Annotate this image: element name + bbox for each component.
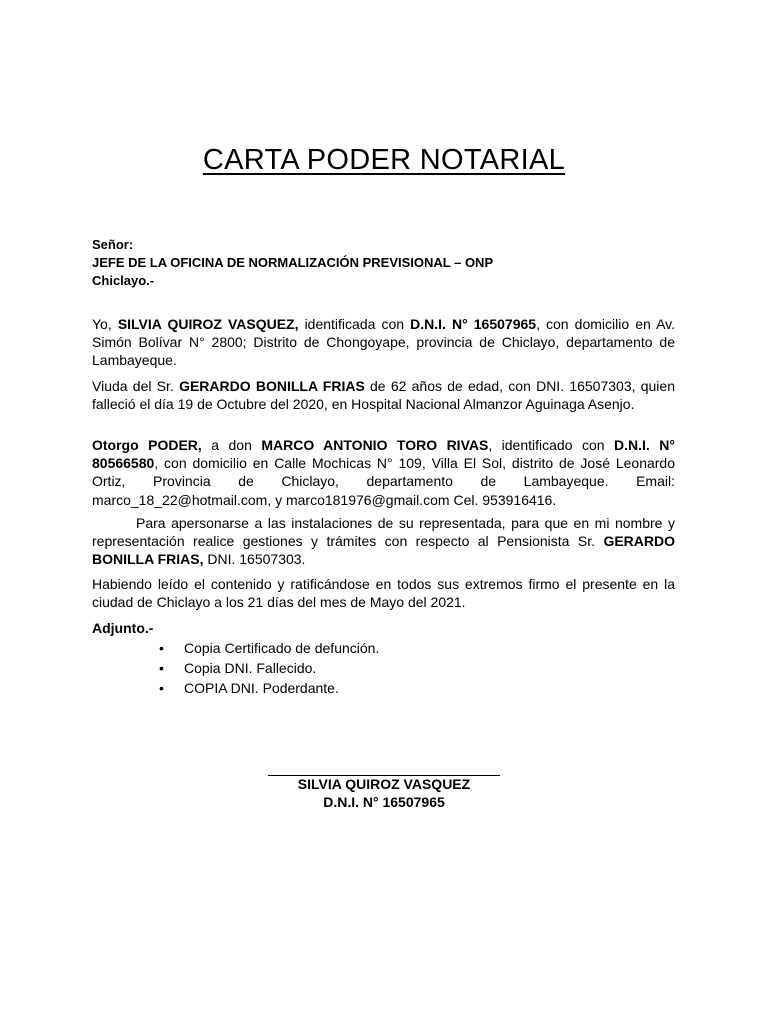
attachment-label: Copia Certificado de defunción. (184, 640, 380, 656)
paragraph-grantor (92, 315, 675, 370)
attachments-list (156, 638, 379, 698)
text-run: Viuda del Sr. (92, 378, 180, 394)
addressee-block (92, 236, 493, 290)
bullet-icon: • (159, 660, 164, 676)
text-run: Para apersonarse a las instalaciones de su representada, para que en mi nombre y representación realice gestiones y trámites con respecto al Pensionista Sr. (92, 515, 675, 550)
signatory-dni: D.N.I. N° 16507965 (323, 794, 445, 810)
recipient: JEFE DE LA OFICINA DE NORMALIZACIÓN PREVISIONAL – ONP (92, 255, 494, 270)
paragraph-closing (92, 575, 675, 611)
list-item (156, 658, 379, 678)
bullet-icon: • (159, 680, 164, 696)
text-run: DNI. 16507303. (203, 551, 306, 568)
list-item (156, 638, 379, 658)
text-run: , identificado con (488, 437, 614, 453)
text-run: a don (201, 437, 262, 453)
paragraph-purpose (92, 514, 675, 569)
text-run: identificada con (298, 316, 411, 332)
text-run: Yo, (92, 316, 118, 332)
text-run: , con domicilio en Av. Simón Bolívar N° 2800; Distrito de Chongoyape, provincia de Chiclayo, departamento de Lambayeque. (92, 316, 676, 369)
text-run: Habiendo leído el contenido y ratificándose en todos sus extremos firmo el presente en la ciudad de Chiclayo a los 21 días del mes de Mayo del 2021. (92, 576, 675, 611)
attachment-label: Copia DNI. Fallecido. (184, 660, 317, 676)
paragraph-deceased (92, 377, 675, 413)
deceased-name: GERARDO BONILLA FRIAS (179, 378, 365, 394)
text-run: de 62 años de edad, con DNI. 16507303, quien falleció el día 19 de Octubre del 2020, en Hospital Nacional Almanzor Aguinaga Asenjo. (92, 378, 675, 413)
recipient-city: Chiclayo.- (92, 273, 155, 288)
power-granted-phrase: Otorgo PODER, (92, 437, 202, 453)
signatory-name: SILVIA QUIROZ VASQUEZ (297, 776, 471, 792)
pensioner-name: GERARDO BONILLA FRIAS, (92, 533, 675, 568)
attorney-dni: D.N.I. N° 80566580 (92, 437, 675, 472)
list-item (156, 678, 379, 698)
salutation: Señor: (92, 237, 134, 252)
text-run: , con domicilio en Calle Mochicas N° 109, Villa El Sol, distrito de José Leonardo Ortiz, Provincia de Chiclayo, departamento de Lambayeque. Email: marco_18_22@hotmail.com, y marco181976@gmail.com Cel. 953916416. (92, 455, 675, 508)
bullet-icon: • (159, 640, 164, 656)
attorney-name: MARCO ANTONIO TORO RIVAS (261, 437, 489, 453)
attachments-heading: Adjunto.- (92, 620, 154, 636)
grantor-dni: D.N.I. N° 16507965 (410, 316, 537, 332)
grantor-name: SILVIA QUIROZ VASQUEZ, (117, 316, 299, 332)
attachment-label: COPIA DNI. Poderdante. (184, 680, 339, 696)
document-title: CARTA PODER NOTARIAL (202, 144, 566, 176)
paragraph-power-granted (92, 436, 675, 509)
